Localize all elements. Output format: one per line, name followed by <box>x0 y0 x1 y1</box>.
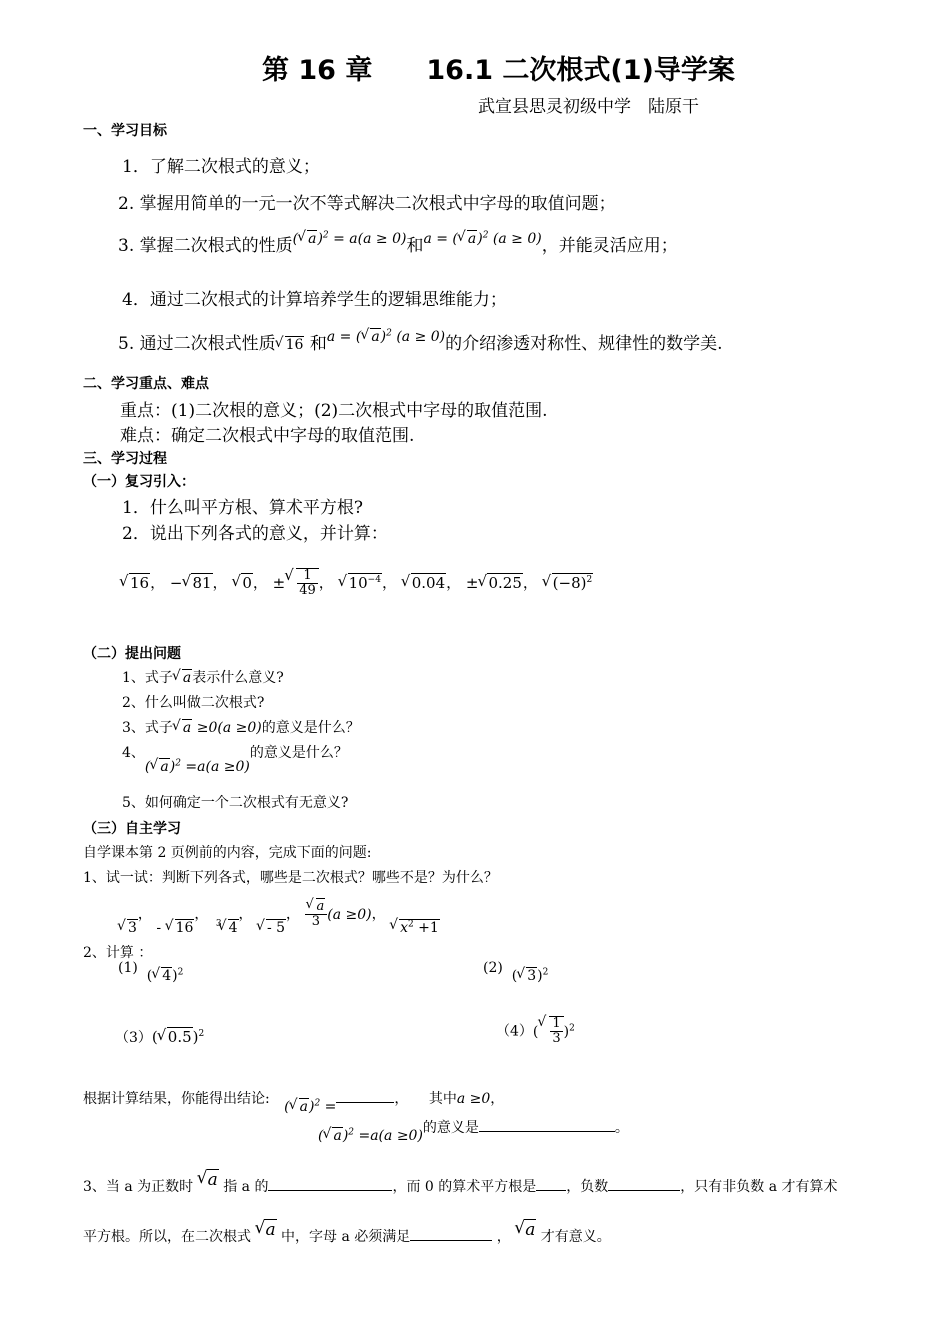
formula-neg-sqrt-16: - √ 16 <box>156 920 194 936</box>
task-3-line-2-b: ， <box>496 1229 511 1245</box>
goal-5-mid: 和 <box>309 334 327 354</box>
goal-5-prefix: 5. 通过二次根式性质 <box>118 334 276 354</box>
formula-conclusion-sqrt-a-squared-eq: (√ a)$^2$ =a(a ≥0) <box>318 1128 423 1144</box>
task-3-text-a: 指 a 的 <box>223 1179 269 1195</box>
task-3-prefix: 3、当 a 为正数时 <box>83 1179 194 1195</box>
subheading-questions: （二）提出问题 <box>83 646 181 662</box>
calc-item-3 <box>115 1027 204 1047</box>
question-5: 5、如何确定一个二次根式有无意义? <box>122 795 349 811</box>
task-3-line-2-prefix: 平方根。所以，在二次根式 <box>83 1229 251 1245</box>
formula-sqrt-16: √ 16 <box>276 337 305 353</box>
formula-sqrt0-5-squared: (√ 0.5)$^2$ <box>152 1028 204 1046</box>
formula-a-equals-sqrt-squared: a = (√ a)2 (a ≥ 0) <box>423 231 541 247</box>
conclusion-line-1: 根据计算结果，你能得出结论: (√ a)$^2$ = ， 其中a ≥0， <box>83 1088 504 1108</box>
formula-sqrt-a: √ a <box>173 670 192 686</box>
difficult-points-text: 难点：确定二次根式中字母的取值范围. <box>120 426 415 446</box>
question-4-prefix: 4、 <box>122 745 145 761</box>
task-3-text-b: ，而 0 的算术平方根是 <box>392 1179 537 1195</box>
conclusion-prefix: 根据计算结果，你能得出结论: <box>83 1091 270 1107</box>
question-1-prefix: 1、式子 <box>122 670 173 686</box>
goal-2: 2. 掌握用简单的一元一次不等式解决二次根式中字母的取值问题； <box>118 194 616 214</box>
task-3-blank-3[interactable] <box>608 1176 680 1191</box>
review-question-2: 2．说出下列各式的意义，并计算： <box>122 524 388 544</box>
goal-4: 4．通过二次根式的计算培养学生的逻辑思维能力； <box>122 290 507 310</box>
task-3-text-d: ，只有非负数 a 才有算术 <box>680 1179 838 1195</box>
goal-3-suffix: ，并能灵活应用； <box>541 236 678 256</box>
conclusion-blank-1[interactable] <box>336 1088 394 1103</box>
section-heading-process: 三、学习过程 <box>83 451 167 467</box>
calc-4-label: （4） <box>496 1023 533 1040</box>
conclusion-blank-2[interactable] <box>479 1117 615 1132</box>
calc-2-label: (2) <box>483 959 503 976</box>
question-3 <box>122 717 360 737</box>
task-3-line-2-a: 中，字母 a 必须满足 <box>281 1229 411 1245</box>
formula-sqrt-a-squared: (√ a)2 = a(a ≥ 0) <box>293 231 407 247</box>
calc-item-2 <box>483 959 549 984</box>
task-3-blank-1[interactable] <box>268 1176 392 1191</box>
review-formulas: √ 16， −√ 81， √ 0， ± √ $\frac{1}{49}$ ， √ $10^{-4}$， √ 0.04， ±√ 0.25， √ $(-8)^2$ <box>120 568 593 598</box>
conclusion-line-2: (√ a)$^2$ =a(a ≥0)的意义是 。 <box>318 1117 629 1137</box>
formula-sqrt-a-geq-0: √ a ≥0(a ≥0) <box>173 720 262 736</box>
task-3-line-1 <box>83 1170 838 1196</box>
page-title: 第 16 章 16.1 二次根式(1)导学案 <box>262 55 735 86</box>
formula-a-geq-0: a ≥0 <box>456 1091 491 1107</box>
review-question-1: 1．什么叫平方根、算术平方根? <box>122 498 363 518</box>
formula-a-equals-sqrt-squared-2: a = (√ a)2 (a ≥ 0) <box>327 329 445 345</box>
question-1 <box>122 667 284 687</box>
formula-sqrt-a-task3-b: √ a <box>255 1220 276 1240</box>
goal-1: 1．了解二次根式的意义； <box>122 157 320 177</box>
formula-neg-sqrt-81: −√ 81 <box>170 574 213 592</box>
author-line: 武宣县思灵初级中学 陆原干 <box>478 97 699 117</box>
formula-sqrt-3: √ 3 <box>118 920 138 936</box>
task-1-formulas: √ 3， - √ 16， $^3$√ 4， √ - 5， √ $\frac{a}{3}$ (a ≥0)， √ $x^2 +1$ <box>118 900 440 929</box>
task-3-blank-4[interactable] <box>410 1226 492 1241</box>
goal-3 <box>118 231 678 256</box>
task-1: 1、试一试：判断下列各式，哪些是二次根式？哪些不是？为什么？ <box>83 870 498 886</box>
question-4 <box>122 742 348 775</box>
formula-conclusion-sqrt-a-squared: (√ a)$^2$ = <box>284 1099 336 1115</box>
task-3-blank-2[interactable] <box>536 1176 566 1191</box>
task-3-line-2 <box>83 1220 611 1246</box>
formula-sqrt-a-task3-c: √ a <box>515 1220 536 1240</box>
key-points-text: 重点：(1)二次根的意义；(2)二次根式中字母的取值范围. <box>120 401 548 421</box>
formula-sqrt-16-b: √ 16 <box>120 574 150 592</box>
question-3-prefix: 3、式子 <box>122 720 173 736</box>
formula-sqrt-neg5: √ - 5 <box>257 920 286 936</box>
question-4-suffix: 的意义是什么？ <box>249 745 348 761</box>
question-2: 2、什么叫做二次根式? <box>122 695 265 711</box>
task-3-line-2-c: 才有意义。 <box>540 1229 611 1245</box>
formula-sqrt-neg8-squared: √ $(-8)^2$ <box>543 574 594 592</box>
formula-sqrt-10-neg4: √ $10^{-4}$ <box>339 574 382 592</box>
question-3-suffix: 的意义是什么？ <box>261 720 360 736</box>
self-study-intro: 自学课本第 2 页例前的内容，完成下面的问题: <box>83 845 372 861</box>
formula-sqrt3-squared: (√ 3)$^2$ <box>512 968 549 984</box>
calc-3-label: （3） <box>115 1030 152 1046</box>
formula-sqrt-0: √ 0 <box>232 574 253 592</box>
formula-sqrt-1-3-squared: ( √ $\frac{1}{3}$ )$^2$ <box>533 1024 575 1040</box>
formula-cbrt-4: $^3$√ 4 <box>213 920 239 936</box>
conclusion-where: 其中 <box>428 1091 457 1107</box>
goal-5 <box>118 329 723 354</box>
formula-pm-sqrt-0-25: ±√ 0.25 <box>466 574 523 592</box>
formula-sqrt-a-over-3: √ $\frac{a}{3}$ (a ≥0) <box>305 907 372 923</box>
section-heading-goals: 一、学习目标 <box>83 123 167 139</box>
question-1-suffix: 表示什么意义? <box>192 670 284 686</box>
formula-sqrt-x2-plus-1: √ $x^2 +1$ <box>390 920 440 936</box>
subheading-self-study: （三）自主学习 <box>83 821 181 837</box>
conclusion-meaning: 的意义是 <box>422 1120 479 1136</box>
goal-3-mid: 和 <box>406 236 424 256</box>
section-heading-key-points: 二、学习重点、难点 <box>83 376 209 392</box>
formula-sqrt4-squared: (√ 4)$^2$ <box>147 968 184 984</box>
task-3-text-c: ，负数 <box>566 1179 609 1195</box>
calc-item-4 <box>496 1016 575 1046</box>
subheading-review: （一）复习引入： <box>83 474 195 490</box>
formula-sqrt-0-04: √ 0.04 <box>402 574 446 592</box>
task-2: 2、计算 ： <box>83 945 153 961</box>
formula-sqrt-a-task3: √ a <box>198 1170 219 1190</box>
formula-sqrt-a-squared-eq-a: (√ a)$^2$ =a(a ≥0) <box>145 759 250 775</box>
goal-3-prefix: 3. 掌握二次根式的性质 <box>118 236 293 256</box>
calc-item-1 <box>118 959 184 984</box>
goal-5-suffix: 的介绍渗透对称性、规律性的数学美. <box>445 334 723 354</box>
calc-1-label: (1) <box>118 959 138 976</box>
formula-pm-sqrt-1-49: ± √ $\frac{1}{49}$ <box>273 574 319 592</box>
